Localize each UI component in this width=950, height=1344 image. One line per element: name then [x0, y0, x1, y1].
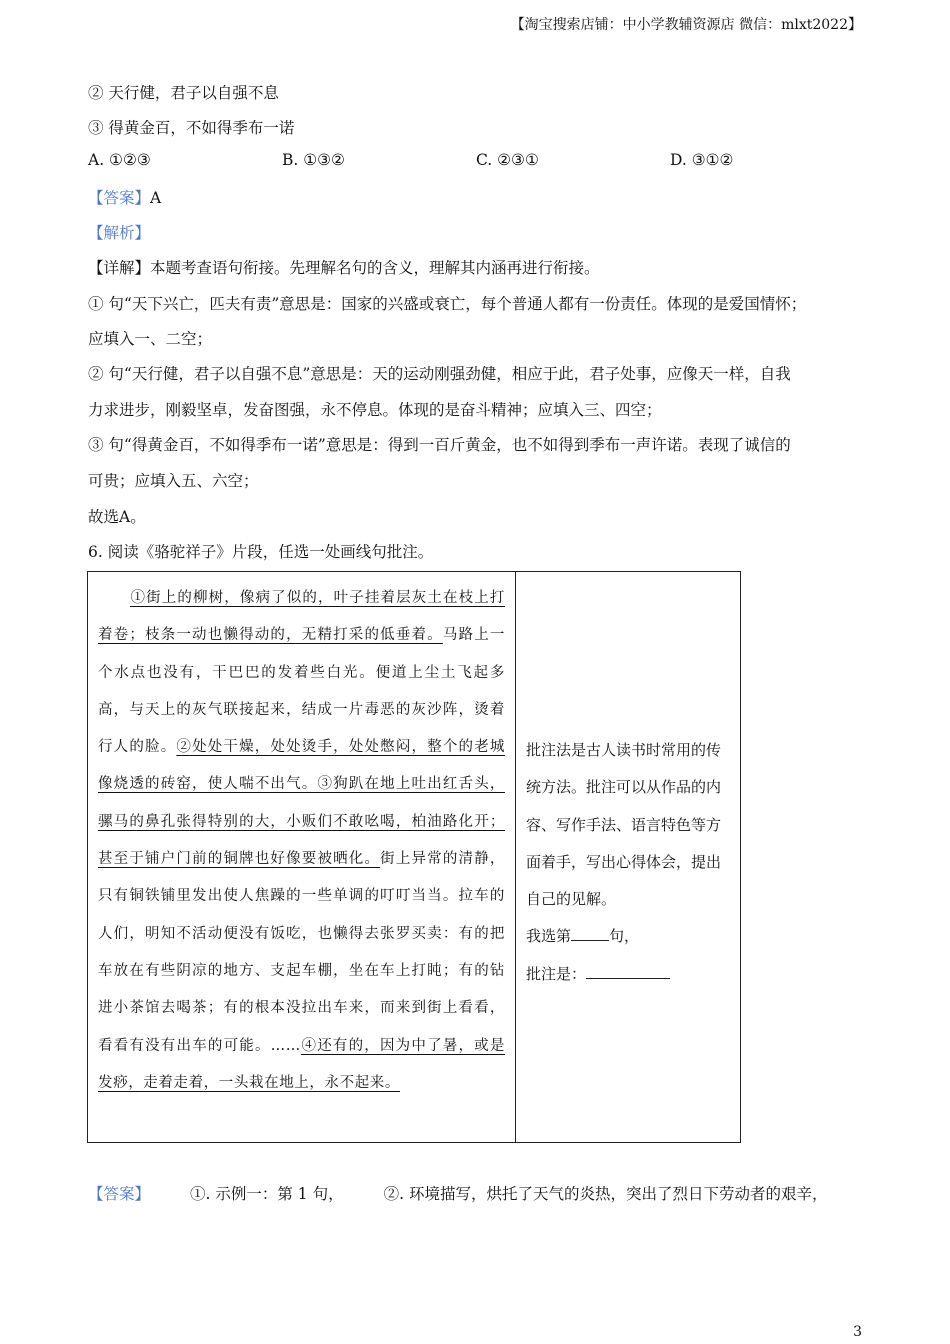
explanation-1-line-1: ① 句“天下兴亡，匹夫有责”意思是：国家的兴盛或衰亡，每个普通人都有一份责任。体现的是爱国情怀； — [88, 295, 807, 313]
annotation-instructions: 批注法是古人读书时常用的传统方法。批注可以从作品的内容、写作手法、语言特色等方面着手，写出心得体会，提出自己的见解。 — [526, 741, 722, 909]
explanation-2-line-1: ② 句“天行健，君子以自强不息”意思是：天的运动刚强劲健，相应于此，君子处事，应像天一样，自我 — [88, 365, 791, 383]
option-c: C. ②③① — [476, 151, 539, 169]
answer-6-part-1: ①. 示例一：第 1 句， — [190, 1185, 344, 1203]
answer-value: A — [150, 189, 162, 207]
explanation-3-line-1: ③ 句“得黄金百，不如得季布一诺”意思是：得到一百斤黄金，也不如得到季布一声许诺。表现了诚信的 — [88, 436, 791, 454]
sentence-3: ③狗趴在地上吐出红舌头，骡马的鼻孔张得特别的大，小贩们不敢吆喝，柏油路化开；甚至于铺户门前的铜牌也好像要被晒化。 — [98, 776, 505, 868]
comment-label: 批注是： — [526, 964, 587, 983]
passage-text-2: 街上异常的清静，只有铜铁铺里发出使人焦躁的一些单调的叮叮当当。拉车的人们，明知不活动便没有饭吃，也懒得去张罗买卖：有的把车放在有些阴凉的地方、支起车棚，坐在车上打盹；有的钻进小茶馆去喝茶；有的根本没拉出车来，而来到街上看看，看看有没有出车的可能。…… — [98, 851, 505, 1054]
choose-suffix: 句， — [609, 927, 640, 946]
annotation-note — [526, 732, 730, 993]
sentence-2: ②处处干燥，处处烫手，处处憋闷，整个的老城像烧透的砖窑，使人喘不出气。 — [98, 739, 506, 793]
answer-line — [88, 186, 161, 208]
passage-cell — [88, 572, 516, 1143]
sentence-4: ④还有的，因为中了暑，或是发痧，走着走着，一头栽在地上，永不起来。 — [98, 1037, 505, 1091]
detail-line: 【详解】本题考查语句衔接。先理解名句的含义，理解其内涵再进行衔接。 — [88, 259, 600, 277]
choose-label: 我选第 — [526, 927, 572, 946]
answer-6-tag: 【答案】 — [88, 1185, 151, 1203]
analysis-tag: 【解析】 — [88, 224, 151, 242]
answer-tag: 【答案】 — [88, 189, 151, 207]
page-number: 3 — [853, 1324, 862, 1340]
option-d: D. ③①② — [670, 151, 734, 169]
answer-6-line — [88, 1182, 827, 1204]
passage-table — [87, 571, 741, 1143]
page-header: 【淘宝搜索店铺：中小学教辅资源店 微信：mlxt2022】 — [510, 17, 862, 33]
explanation-2-line-2: 力求进步，刚毅坚卓，发奋图强，永不停息。体现的是奋斗精神；应填入三、四空； — [88, 401, 662, 419]
annotation-cell — [516, 572, 741, 1143]
question-6-title: 6. 阅读《骆驼祥子》片段，任选一处画线句批注。 — [88, 543, 434, 561]
sentence-1: ①街上的柳树，像病了似的，叶子挂着层灰土在枝上打着卷；枝条一动也懒得动的，无精打采的低垂着。 — [98, 590, 505, 644]
option-b: B. ①③② — [282, 151, 345, 169]
answer-6-part-2: ②. 环境描写，烘托了天气的炎热，突出了烈日下劳动者的艰辛， — [383, 1185, 828, 1203]
comment-blank[interactable] — [586, 964, 670, 979]
option-a: A. ①②③ — [88, 151, 151, 169]
passage-text — [98, 580, 505, 1102]
conclusion: 故选A。 — [88, 508, 146, 526]
sentence-number-blank[interactable] — [571, 926, 609, 941]
explanation-3-line-2: 可贵；应填入五、六空； — [88, 472, 259, 490]
passage-text-1: 马路上一个水点也没有，干巴巴的发着些白光。便道上尘土飞起多高，与天上的灰气联接起来，结成一片毒恶的灰沙阵，烫着行人的脸。 — [98, 627, 506, 756]
item-3: ③ 得黄金百，不如得季布一诺 — [88, 119, 295, 137]
explanation-1-line-2: 应填入一、二空； — [88, 330, 213, 348]
item-2: ② 天行健，君子以自强不息 — [88, 84, 279, 102]
